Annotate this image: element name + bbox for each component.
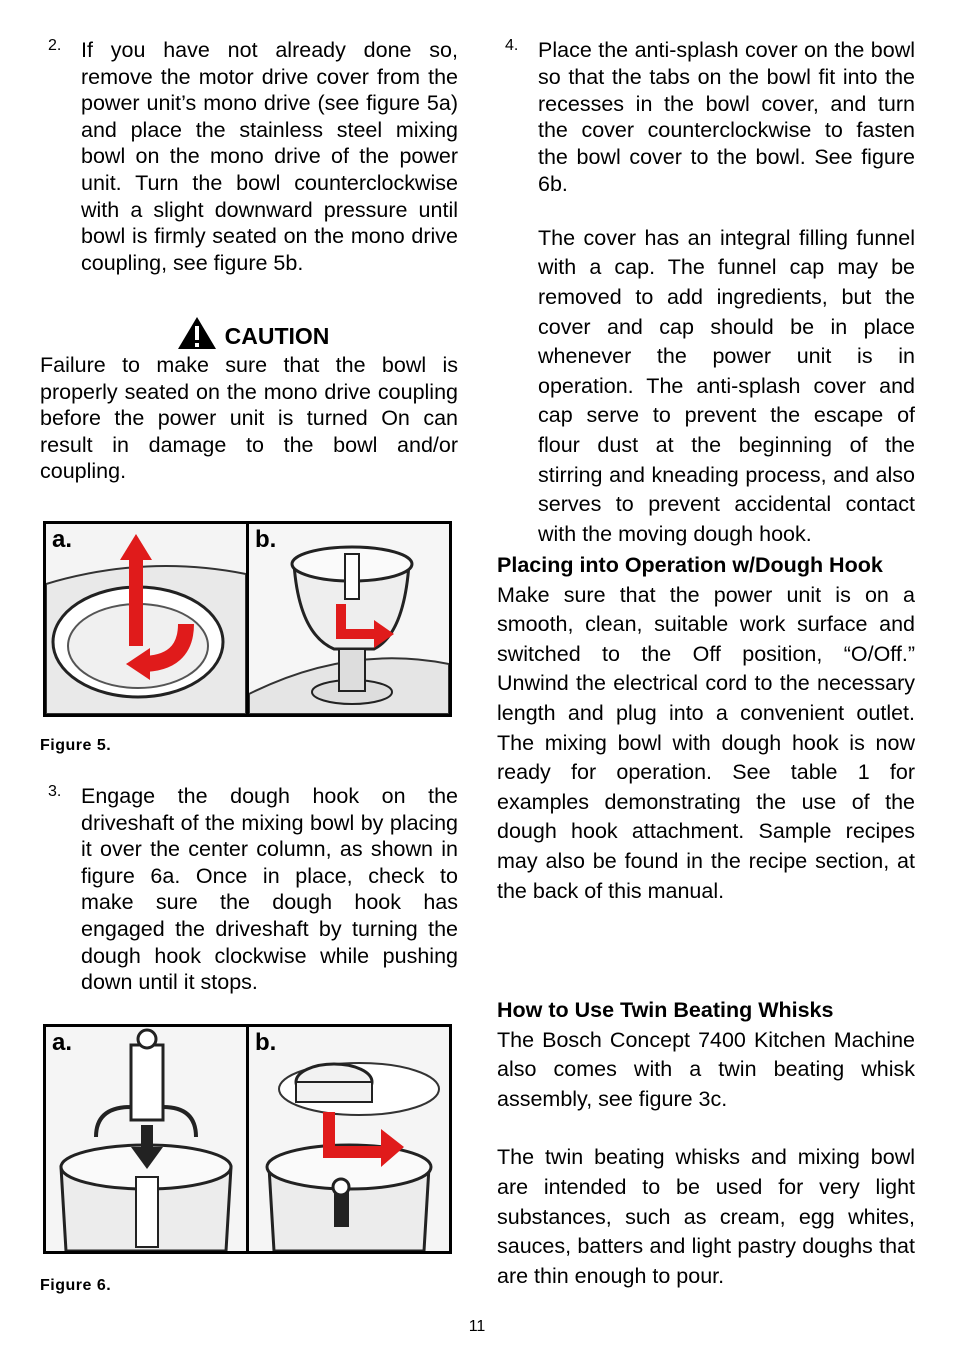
- warning-icon: [177, 316, 217, 350]
- step-4-text: Place the anti-splash cover on the bowl so that the tabs on the bowl fit into the recesses in the bowl cover, and turn the cover counterclockwise to fasten the bowl cover to the bowl. See figure 6b.: [538, 38, 915, 196]
- step-2: [40, 37, 458, 276]
- operation-heading: Placing into Operation w/Dough Hook: [497, 553, 883, 577]
- figure-5a-illustration: [46, 524, 246, 714]
- figure-6a-panel: [46, 1027, 249, 1251]
- figure-5b-illustration: [249, 524, 449, 714]
- operation-section: [497, 551, 915, 906]
- page-number: 11: [468, 1318, 486, 1335]
- figure-5: [43, 521, 452, 717]
- step-3-text: Engage the dough hook on the driveshaft of the mixing bowl by placing it over the center column, as shown in figure 6a. Once in place, check to make sure the dough hook has engaged the driveshaft by turning the dough hook clockwise while pushing down until it stops.: [81, 784, 458, 995]
- figure-5a-panel: [46, 524, 249, 714]
- figure-5b-label: b.: [255, 526, 277, 553]
- whisks-heading: How to Use Twin Beating Whisks: [497, 998, 834, 1022]
- step-4: [497, 37, 915, 549]
- caution-heading: [48, 316, 458, 350]
- caution-text: Failure to make sure that the bowl is properly seated on the mono drive coupling before the power unit is turned On can result in damage to the bowl and/or coupling.: [40, 353, 458, 484]
- figure-6a-illustration: [46, 1027, 246, 1251]
- operation-text: Make sure that the power unit is on a smooth, clean, suitable work surface and switched to the Off position, “O/Off.” Unwind the electrical cord to the necessary length and plug into a convenient outlet. The mixing bowl with dough hook is now ready for operation. See table 1 for examples demonstrating the use of the dough hook attachment. Sample recipes may also be found in the recipe section, at the back of this manual.: [497, 582, 915, 903]
- whisks-text-2: The twin beating whisks and mixing bowl are intended to be used for very light substances, such as cream, egg whites, sauces, batters and light pastry doughs that are thin enough to pour.: [497, 1145, 915, 1288]
- step-3: [40, 783, 458, 996]
- step-4-number: 4.: [505, 37, 519, 54]
- step-3-number: 3.: [48, 783, 62, 800]
- whisks-text-1: The Bosch Concept 7400 Kitchen Machine also comes with a twin beating whisk assembly, see figure 3c.: [497, 1027, 915, 1111]
- figure-6-caption: Figure 6.: [40, 1277, 112, 1294]
- figure-6: [43, 1024, 452, 1254]
- caution-title: CAUTION: [224, 323, 330, 349]
- step-2-number: 2.: [48, 37, 62, 54]
- figure-6b-label: b.: [255, 1029, 277, 1056]
- whisks-section: [497, 996, 915, 1291]
- figure-5a-label: a.: [52, 526, 73, 553]
- figure-5-caption: Figure 5.: [40, 737, 112, 754]
- figure-6b-panel: [249, 1027, 449, 1251]
- step-4-note: The cover has an integral filling funnel with a cap. The funnel cap may be removed to add ingredients, but the cover and cap should be in place whenever the power unit is in operation. The anti-splash cover and cap serve to prevent the escape of flour dust at the beginning of the stirring and kneading process, and also serves to prevent accidental contact with the moving dough hook.: [538, 225, 915, 546]
- caution-block: [40, 316, 458, 485]
- figure-6b-illustration: [249, 1027, 449, 1251]
- step-2-text: If you have not already done so, remove the motor drive cover from the power unit’s mono drive (see figure 5a) and place the stainless steel mixing bowl on the mono drive of the power unit. Turn the bowl counterclockwise with a slight downward pressure until bowl is firmly seated on the mono drive coupling, see figure 5b.: [81, 38, 458, 275]
- figure-5b-panel: [249, 524, 449, 714]
- figure-6a-label: a.: [52, 1029, 73, 1056]
